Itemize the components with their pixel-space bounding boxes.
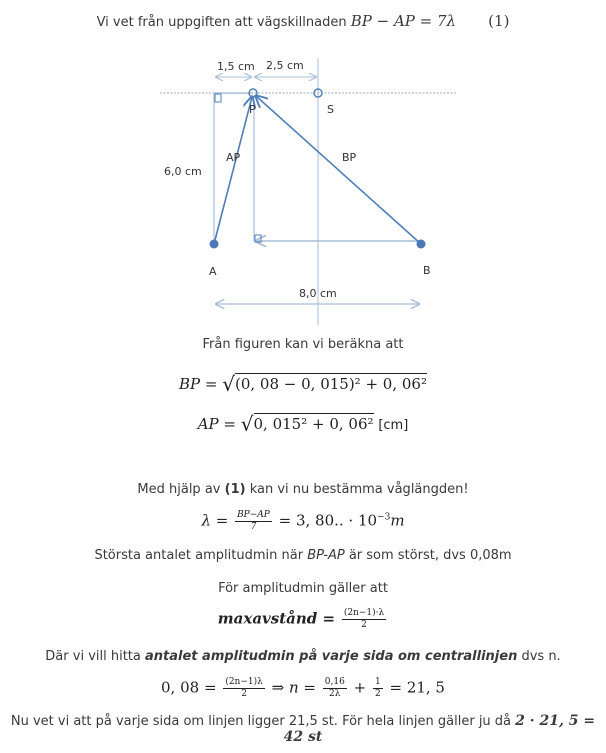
equation-n-mid: ⇒ n = (271, 678, 316, 697)
equation-lambda-unit: m (390, 511, 405, 530)
equation-bp-rhs: (0, 08 − 0, 015)² + 0, 06² (235, 375, 427, 393)
equation-lambda-lhs: λ = (201, 511, 229, 530)
right-angle-top (215, 94, 221, 102)
equation-n-f2-den: 2λ (329, 689, 341, 699)
equation-lambda-exp: −3 (377, 512, 391, 523)
text-where (0, 649, 606, 664)
equation-lambda-num: BP−AP (237, 510, 270, 520)
equation-bp-lhs: BP (179, 375, 201, 393)
text-where-emph: antalet amplitudmin på varje sida om centrallinjen (145, 649, 518, 664)
equation-n-plus: + (353, 678, 367, 697)
conclusion-equation: 2 · 21, 5 = 42 st (283, 713, 596, 745)
equation-max-den: 2 (361, 620, 367, 630)
equation-n-f3-den: 2 (374, 689, 381, 699)
label-6-0-cm: 6,0 cm (164, 165, 202, 178)
text-where-after: dvs n. (521, 649, 561, 664)
conclusion-text: Nu vet vi att på varje sida om linjen ligger 21,5 st. För hela linjen gäller ju då (10, 714, 512, 729)
text-from-figure: Från figuren kan vi beräkna att (202, 337, 404, 352)
equation-n-f1-num: (2n−1)λ (225, 677, 263, 687)
label-8-0-cm: 8,0 cm (299, 287, 337, 300)
text-max (0, 548, 606, 563)
equation-n-f1-den: 2 (241, 689, 247, 699)
equation-ap-lhs: AP (197, 415, 219, 433)
equation-n-lhs: 0, 08 = (161, 678, 217, 697)
equation-ap-rhs: 0, 015² + 0, 06² (253, 415, 374, 433)
text-help-before: Med hjälp av (137, 482, 221, 497)
equation-ap: AP = √0, 015² + 0, 06² [cm] (197, 412, 409, 436)
equation-tag: (1) (488, 12, 510, 30)
segment-bp (256, 96, 421, 244)
equation-n (0, 677, 606, 700)
label-point-b: B (423, 264, 431, 277)
equation-lambda-den: 7 (250, 522, 257, 532)
intro-text: Vi vet från uppgiften att vägskillnaden (96, 15, 347, 30)
equation-lambda (0, 510, 606, 533)
label-2-5-cm: 2,5 cm (266, 59, 304, 72)
text-for-min: För amplitudmin gäller att (218, 581, 388, 596)
label-point-s: S (327, 103, 334, 116)
text-help (0, 482, 606, 497)
text-where-before: Där vi vill hitta (45, 649, 141, 664)
label-segment-bp: BP (342, 151, 357, 164)
equation-n-f3-num: 1 (374, 677, 381, 687)
equation-max-num: (2n−1)·λ (343, 608, 385, 618)
text-max-term: BP-AP (307, 548, 345, 563)
equation-bp: BP = √(0, 08 − 0, 015)² + 0, 06² (179, 372, 427, 396)
intro-equation: BP − AP = 7λ (350, 12, 457, 30)
equation-n-f2-num: 0,16 (324, 677, 345, 687)
point-b-marker (417, 240, 426, 249)
text-max-before: Största antalet amplitudmin när (94, 548, 304, 563)
label-point-p: P (249, 103, 256, 116)
equation-max-lhs: maxavstånd = (217, 609, 336, 628)
equation-n-result: = 21, 5 (389, 678, 445, 697)
conclusion (0, 713, 606, 745)
label-point-a: A (209, 265, 217, 278)
segment-ap (214, 97, 252, 244)
equation-lambda-rhs: = 3, 80.. · 10 (278, 511, 378, 530)
label-1-5-cm: 1,5 cm (217, 60, 255, 73)
equation-max (0, 608, 606, 631)
text-max-after: är som störst, dvs 0,08m (348, 548, 512, 563)
label-segment-ap: AP (226, 151, 241, 164)
geometry-diagram (0, 0, 606, 330)
text-help-after: kan vi nu bestämma våglängden! (249, 482, 469, 497)
text-help-ref: (1) (224, 482, 246, 497)
equation-ap-unit: [cm] (378, 418, 409, 433)
point-a-marker (210, 240, 219, 249)
